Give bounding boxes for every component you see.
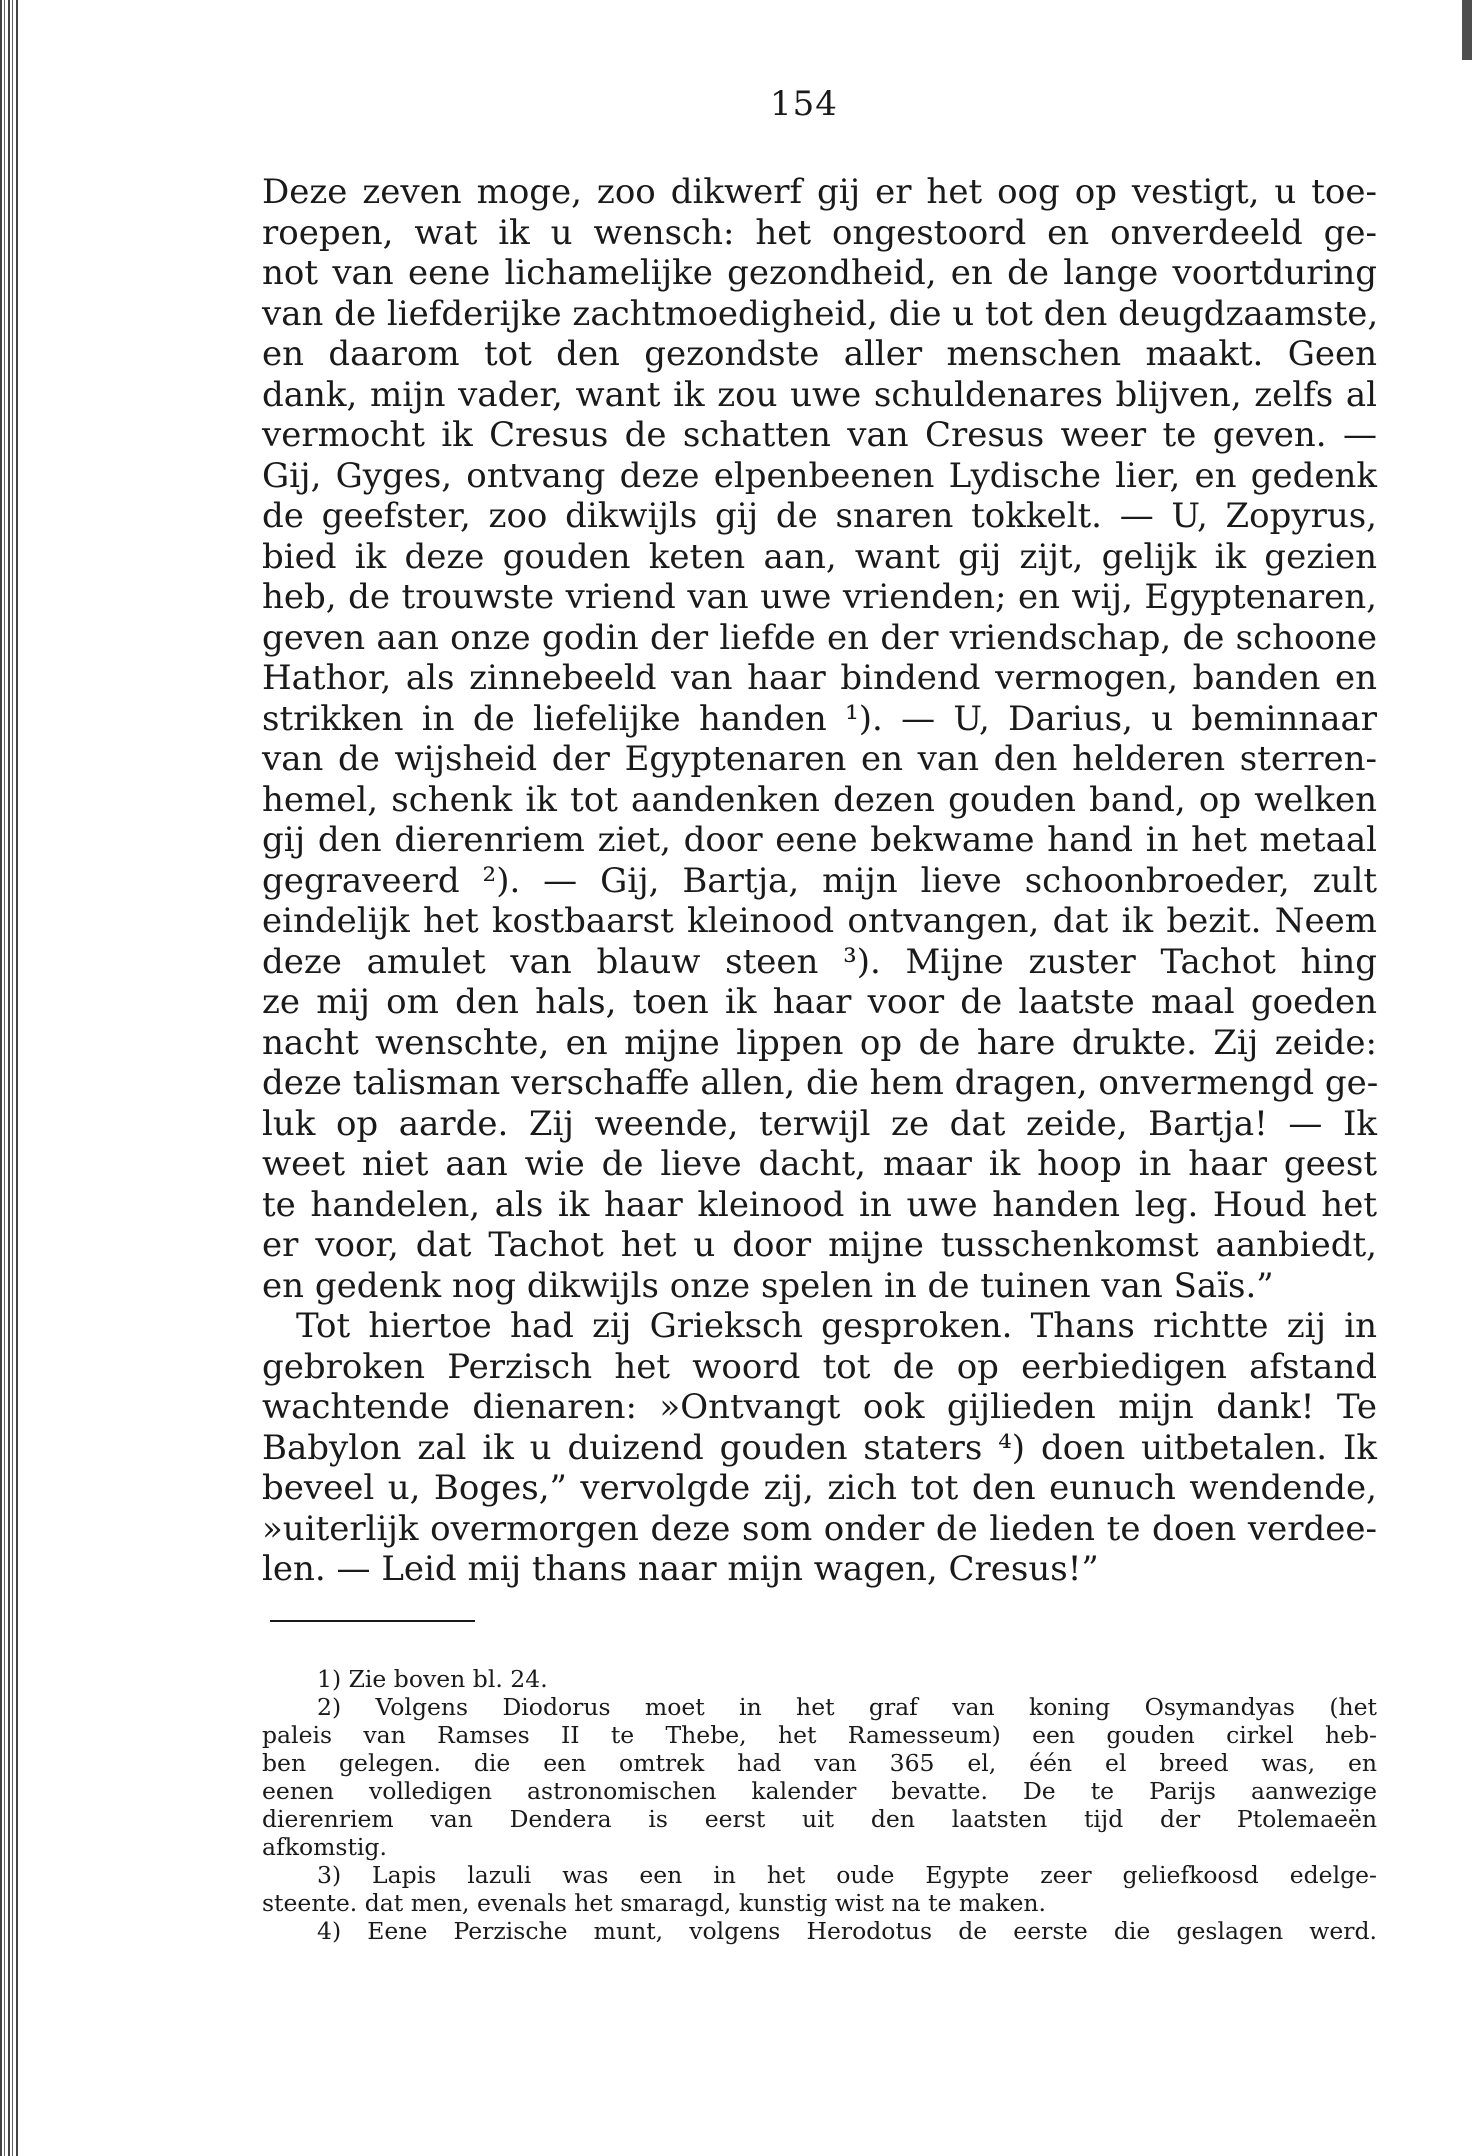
text-line: roepen, wat ik u wensch: het ongestoord en onverdeeld ge-: [262, 212, 1377, 253]
footnote-line: 2) Volgens Diodorus moet in het graf van koning Osymandyas (het: [317, 1693, 1377, 1721]
footnote-line: eenen volledigen astronomischen kalender bevatte. De te Parijs aanwezige: [262, 1777, 1377, 1805]
text-line: beveel u, Boges,” vervolgde zij, zich tot den eunuch wendende,: [262, 1468, 1377, 1508]
text-line: gebroken Perzisch het woord tot de op eerbiedigen afstand: [262, 1346, 1377, 1387]
text-line: bied ik deze gouden keten aan, want gij zijt, gelijk ik gezien: [262, 536, 1377, 577]
text-line: eindelijk het kostbaarst kleinood ontvangen, dat ik bezit. Neem: [262, 901, 1377, 941]
footnote-rule: [270, 1620, 475, 1622]
footnote-line: paleis van Ramses II te Thebe, het Ramesseum) een gouden cirkel heb-: [262, 1721, 1377, 1749]
text-line: heb, de trouwste vriend van uwe vrienden; en wij, Egyptenaren,: [262, 577, 1377, 617]
text-line: en gedenk nog dikwijls onze spelen in de tuinen van Saïs.”: [262, 1265, 1274, 1306]
text-line: geven aan onze godin der liefde en der vriendschap, de schoone: [262, 617, 1377, 658]
text-line: nacht wenschte, en mijne lippen op de hare drukte. Zij zeide:: [262, 1022, 1377, 1063]
footnote-line: 4) Eene Perzische munt, volgens Herodotus de eerste die geslagen werd.: [317, 1917, 1377, 1945]
text-line: de geefster, zoo dikwijls gij de snaren tokkelt. — U, Zopyrus,: [262, 496, 1377, 536]
text-line: not van eene lichamelijke gezondheid, en de lange voortduring: [262, 253, 1377, 293]
text-line: Tot hiertoe had zij Grieksch gesproken. Thans richtte zij in: [296, 1306, 1377, 1346]
footnotes: [262, 1665, 1377, 1945]
text-line: luk op aarde. Zij weende, terwijl ze dat zeide, Bartja! — Ik: [262, 1103, 1377, 1144]
text-line: vermocht ik Cresus de schatten van Cresus weer te geven. —: [262, 415, 1377, 455]
footnote-line: afkomstig.: [262, 1833, 387, 1861]
text-line: strikken in de liefelijke handen ¹). — U, Darius, u beminnaar: [262, 698, 1377, 739]
text-line: len. — Leid mij thans naar mijn wagen, Cresus!”: [262, 1549, 1099, 1589]
footnote-line: steente. dat men, evenals het smaragd, kunstig wist na te maken.: [262, 1889, 1046, 1917]
text-line: Hathor, als zinnebeeld van haar bindend vermogen, banden en: [262, 658, 1377, 698]
text-line: er voor, dat Tachot het u door mijne tusschenkomst aanbiedt,: [262, 1225, 1377, 1265]
text-line: gij den dierenriem ziet, door eene bekwame hand in het metaal: [262, 820, 1377, 860]
text-line: van de wijsheid der Egyptenaren en van den helderen sterren-: [262, 739, 1377, 779]
text-line: Gij, Gyges, ontvang deze elpenbeenen Lydische lier, en gedenk: [262, 455, 1377, 496]
text-line: te handelen, als ik haar kleinood in uwe handen leg. Houd het: [262, 1184, 1377, 1225]
page-number: 154: [770, 84, 838, 124]
page-edge-mark: [1462, 0, 1472, 60]
text-line: Deze zeven moge, zoo dikwerf gij er het oog op vestigt, u toe-: [262, 172, 1377, 212]
text-line: wachtende dienaren: »Ontvangt ook gijlieden mijn dank! Te: [262, 1387, 1377, 1427]
text-line: hemel, schenk ik tot aandenken dezen gouden band, op welken: [262, 779, 1377, 820]
text-line: Babylon zal ik u duizend gouden staters ⁴) doen uitbetalen. Ik: [262, 1427, 1377, 1468]
text-line: en daarom tot den gezondste aller menschen maakt. Geen: [262, 334, 1377, 374]
footnote-line: ben gelegen. die een omtrek had van 365 el, één el breed was, en: [262, 1749, 1377, 1777]
text-line: »uiterlijk overmorgen deze som onder de lieden te doen verdee-: [262, 1508, 1377, 1549]
book-binding-edge: [0, 0, 20, 2156]
text-line: ze mij om den hals, toen ik haar voor de laatste maal goeden: [262, 982, 1377, 1022]
footnote-line: 1) Zie boven bl. 24.: [317, 1665, 548, 1693]
text-line: gegraveerd ²). — Gij, Bartja, mijn lieve schoonbroeder, zult: [262, 860, 1377, 901]
footnote-line: dierenriem van Dendera is eerst uit den laatsten tijd der Ptolemaeën: [262, 1805, 1377, 1833]
text-line: deze amulet van blauw steen ³). Mijne zuster Tachot hing: [262, 941, 1377, 982]
footnote-line: 3) Lapis lazuli was een in het oude Egypte zeer geliefkoosd edelge-: [317, 1861, 1377, 1889]
text-line: weet niet aan wie de lieve dacht, maar ik hoop in haar geest: [262, 1144, 1377, 1184]
body-text: [262, 172, 1377, 1590]
text-line: dank, mijn vader, want ik zou uwe schuldenares blijven, zelfs al: [262, 374, 1377, 415]
text-line: deze talisman verschaffe allen, die hem dragen, onvermengd ge-: [262, 1063, 1379, 1103]
text-line: van de liefderijke zachtmoedigheid, die u tot den deugdzaamste,: [262, 293, 1379, 334]
